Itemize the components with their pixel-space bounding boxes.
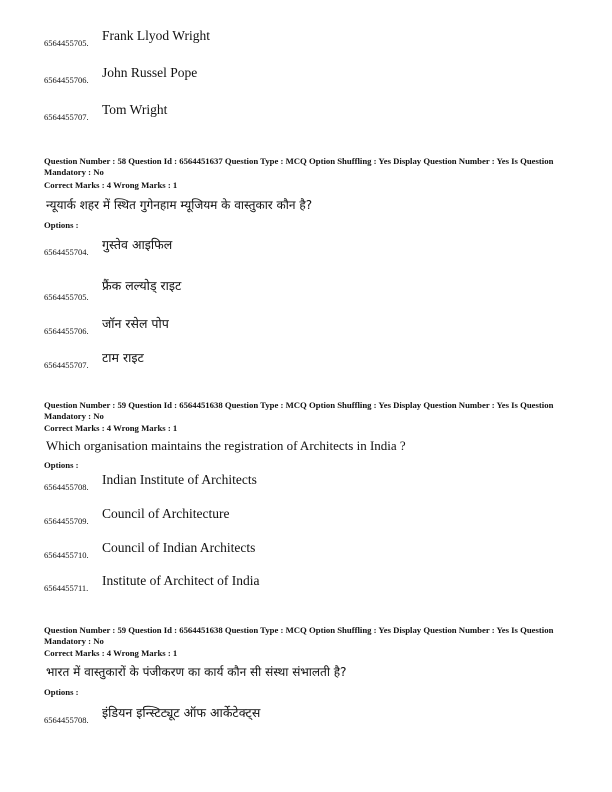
option-id: 6564455705.: [44, 38, 89, 48]
option-id: 6564455708.: [44, 715, 89, 725]
question-marks: Correct Marks : 4 Wrong Marks : 1: [44, 180, 178, 190]
question-header: Question Number : 59 Question Id : 6564451638 Question Type : MCQ Option Shuffling : Yes Display Question Number : Yes Is Question Mandatory : No: [44, 625, 554, 646]
option-text: इंडियन इन्स्टिट्यूट ऑफ आर्केटेक्ट्स: [102, 705, 261, 720]
option-text: Tom Wright: [102, 102, 168, 117]
options-label: Options :: [44, 460, 79, 470]
question-text: Which organisation maintains the registration of Architects in India ?: [46, 438, 406, 453]
option-id: 6564455706.: [44, 326, 89, 336]
option-id: 6564455707.: [44, 112, 89, 122]
question-header: Question Number : 58 Question Id : 6564451637 Question Type : MCQ Option Shuffling : Yes Display Question Number : Yes Is Question Mandatory : No: [44, 156, 554, 177]
option-text: John Russel Pope: [102, 65, 198, 80]
option-id: 6564455705.: [44, 292, 89, 302]
option-id: 6564455711.: [44, 583, 89, 593]
option-text: फ्रैंक लल्योड् राइट: [102, 278, 182, 293]
option-id: 6564455704.: [44, 247, 89, 257]
question-marks: Correct Marks : 4 Wrong Marks : 1: [44, 423, 178, 433]
question-marks: Correct Marks : 4 Wrong Marks : 1: [44, 648, 178, 658]
option-id: 6564455709.: [44, 516, 89, 526]
option-text: Institute of Architect of India: [102, 573, 260, 588]
option-id: 6564455706.: [44, 75, 89, 85]
option-text: Council of Indian Architects: [102, 540, 256, 555]
options-label: Options :: [44, 687, 79, 697]
option-text: जॉन रसेल पोप: [102, 316, 169, 331]
option-text: Council of Architecture: [102, 506, 230, 521]
question-text: न्यूयार्क शहर में स्थित गुगेनहाम म्यूजियम के वास्तुकार कौन है?: [46, 198, 313, 212]
options-label: Options :: [44, 220, 79, 230]
option-text: गुस्तेव आइफिल: [102, 237, 173, 252]
option-text: टाम राइट: [102, 350, 144, 365]
option-text: Indian Institute of Architects: [102, 472, 257, 487]
question-text: भारत में वास्तुकारों के पंजीकरण का कार्य कौन सी संस्था संभालती है?: [46, 665, 347, 679]
option-id: 6564455707.: [44, 360, 89, 370]
question-header: Question Number : 59 Question Id : 6564451638 Question Type : MCQ Option Shuffling : Yes Display Question Number : Yes Is Question Mandatory : No: [44, 400, 554, 421]
option-id: 6564455708.: [44, 482, 89, 492]
option-id: 6564455710.: [44, 550, 89, 560]
option-text: Frank Llyod Wright: [102, 28, 210, 43]
